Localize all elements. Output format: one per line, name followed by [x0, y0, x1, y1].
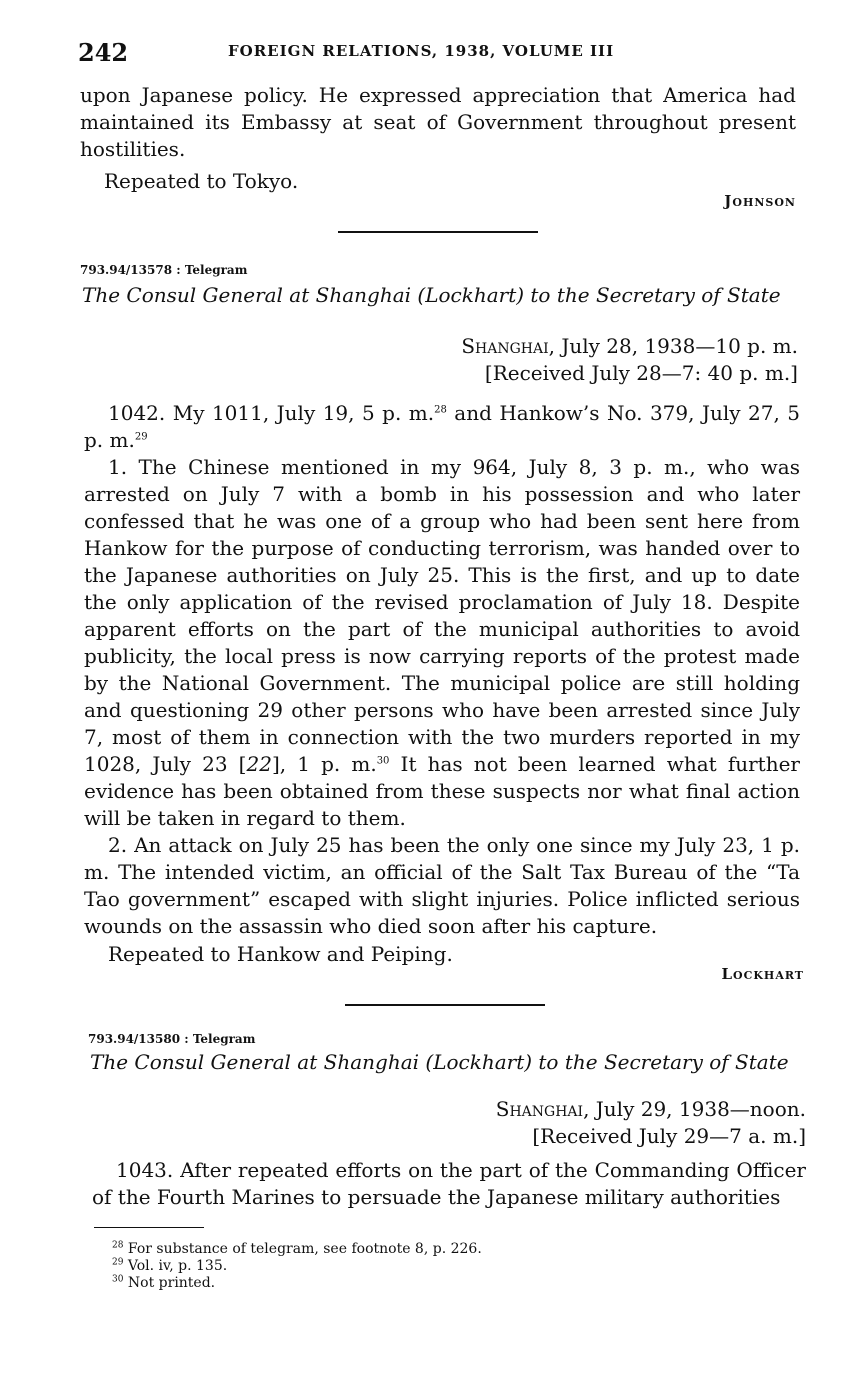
signature-lockhart: Lockhart	[721, 965, 804, 983]
paragraph-1: 1. The Chinese mentioned in my 964, July 8, 3 p. m., who was arrested on July 7 with a bomb in his possession and who later confessed that he was one of a group who had been sent here from Hankow for the purpose of conducting terrorism, was handed over to the Japanese authorities on July 25. This is the first, and up to date the only application of the revised proclamation of July 18. Despite apparent efforts on the part of the municipal authorities to avoid publicity, the local press is now carrying reports of the protest made by the National Government. The municipal police are still holding and questioning 29 other persons who have been arrested since July 7, most of them in connection with the two murders reported in my 1028, July 23 [22], 1 p. m.$^{30}$ It has not been learned what further evidence has been obtained from these suspects nor what final action will be taken in regard to them.	[84, 455, 800, 830]
telegram-opening: 1042. My 1011, July 19, 5 p. m.$^{28}$ and Hankow’s No. 379, July 27, 5 p. m.$^{29}$	[84, 401, 800, 452]
paragraph-1: 1043. After repeated efforts on the part of the Commanding Officer of the Fourth Marines to persuade the Japanese military authorities	[92, 1158, 806, 1209]
running-header	[78, 38, 798, 68]
file-reference: 793.94/13578 : Telegram	[80, 263, 248, 277]
footnotes	[112, 1241, 712, 1292]
paragraph-3: Repeated to Hankow and Peiping.	[108, 942, 453, 966]
footnote-divider	[94, 1227, 204, 1228]
section-divider	[345, 1004, 545, 1006]
dateline: Shanghai, July 29, 1938—noon. [Received July 29—7 a. m.]	[495, 1097, 806, 1148]
section-divider	[338, 231, 538, 233]
paragraph-2: 2. An attack on July 25 has been the only one since my July 23, 1 p. m. The intended victim, an official of the Salt Tax Bureau of the “Ta Tao government” escaped with slight injuries. Police inflicted serious wounds on the assassin who died soon after his capture.	[84, 833, 800, 938]
file-reference: 793.94/13580 : Telegram	[88, 1032, 256, 1046]
footnote-ref-29: 29	[134, 431, 148, 443]
dateline: Shanghai, July 28, 1938—10 p. m. [Received July 28—7: 40 p. m.]	[461, 334, 798, 385]
footnote-28: $^{28}$ For substance of telegram, see footnote 8, p. 226.	[112, 1240, 482, 1257]
prev-doc-paragraph: upon Japanese policy. He expressed appreciation that America had maintained its Embassy at seat of Government throughout present hostilities.	[80, 83, 796, 161]
document-heading: The Consul General at Shanghai (Lockhart) to the Secretary of State	[82, 283, 781, 307]
document-heading: The Consul General at Shanghai (Lockhart) to the Secretary of State	[90, 1050, 789, 1074]
footnote-30: $^{30}$ Not printed.	[112, 1274, 216, 1291]
signature-johnson: Johnson	[724, 192, 796, 210]
footnote-29: $^{29}$ Vol. iv, p. 135.	[112, 1257, 228, 1274]
prev-doc-repeated: Repeated to Tokyo.	[104, 169, 299, 193]
footnote-ref-28: 28	[434, 404, 447, 416]
running-title: FOREIGN RELATIONS, 1938, VOLUME III	[228, 42, 615, 60]
page-number: 242	[78, 38, 129, 67]
footnote-ref-30: 30	[376, 755, 390, 767]
